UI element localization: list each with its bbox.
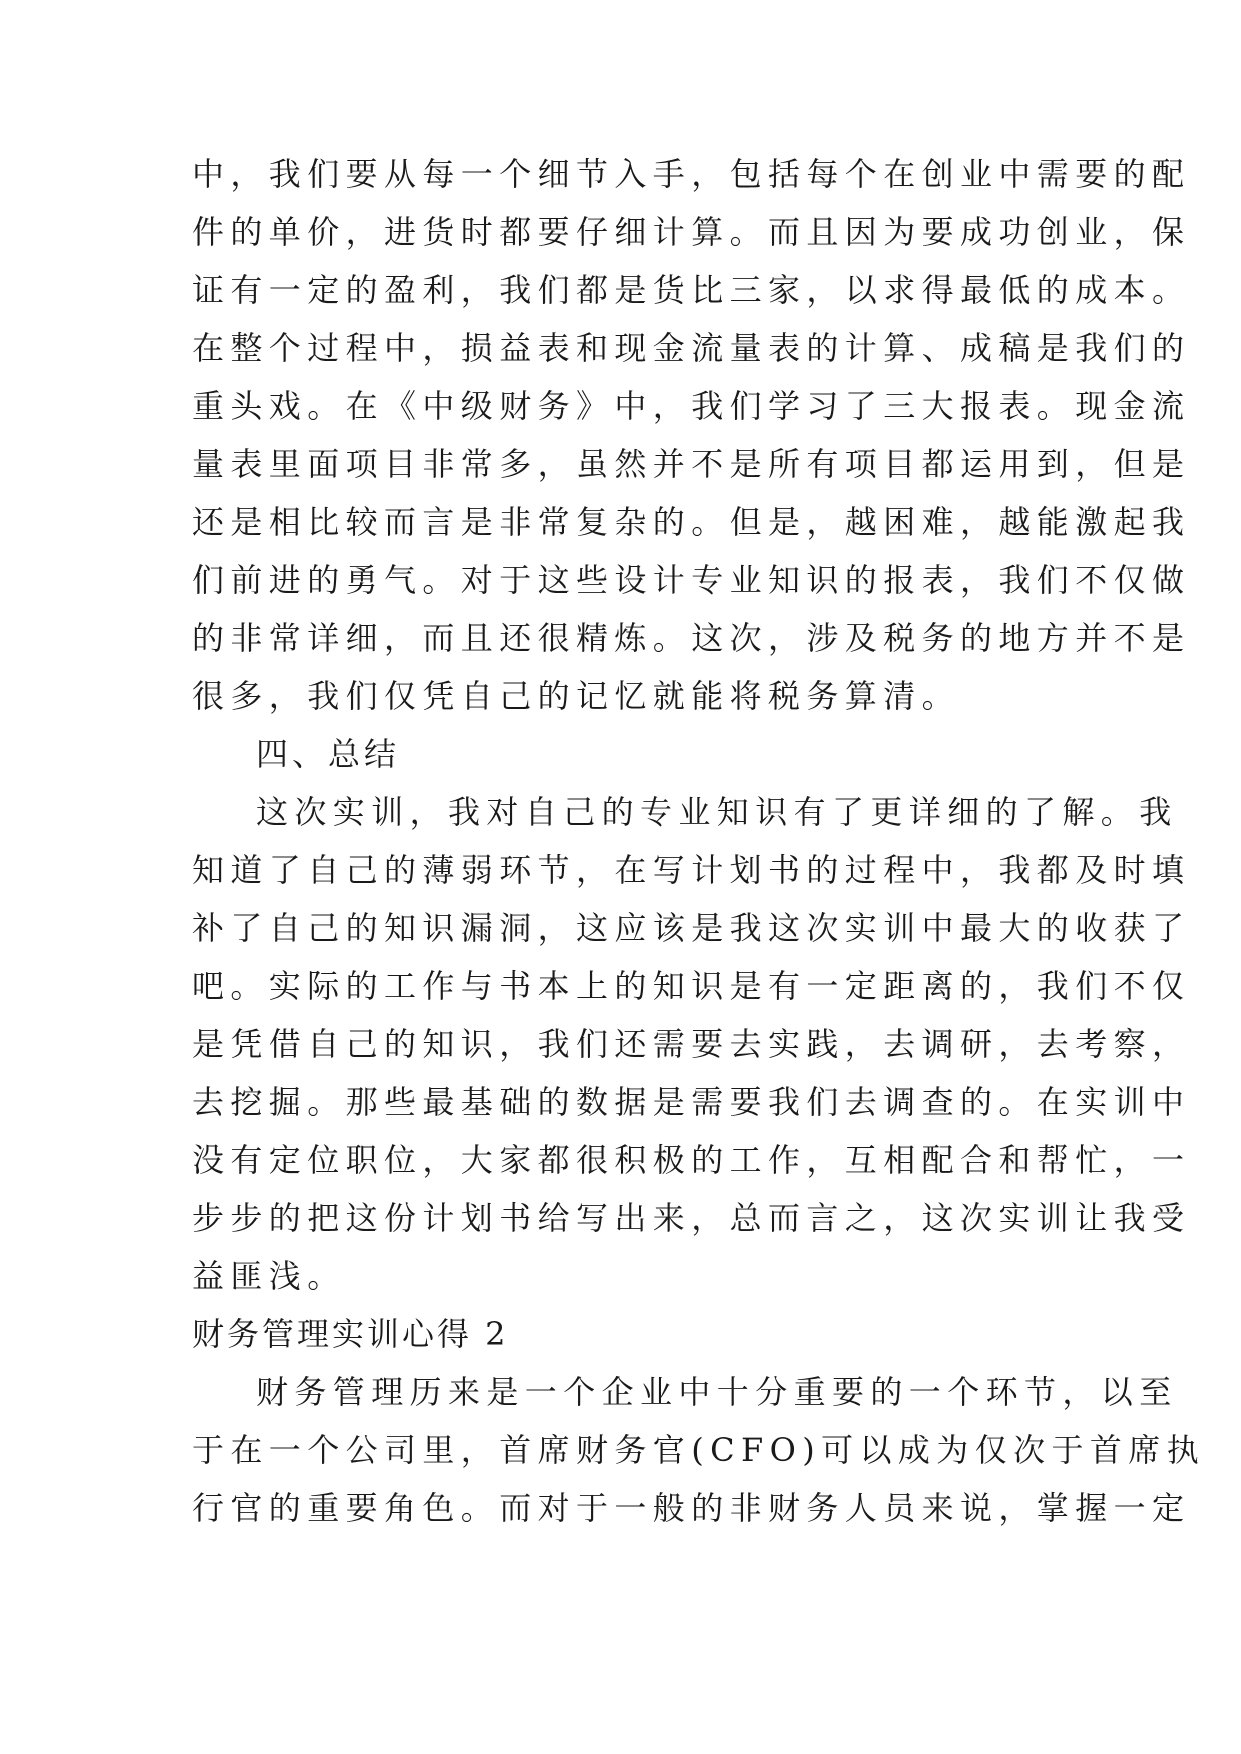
paragraph-line: 这次实训，我对自己的专业知识有了更详细的了解。我 (256, 793, 1178, 831)
paragraph-line: 的非常详细，而且还很精炼。这次，涉及税务的地方并不是 (192, 619, 1191, 657)
paragraph-line: 没有定位职位，大家都很积极的工作，互相配合和帮忙，一 (192, 1141, 1191, 1179)
paragraph-line: 行官的重要角色。而对于一般的非财务人员来说，掌握一定 (192, 1489, 1191, 1527)
paragraph-line: 财务管理历来是一个企业中十分重要的一个环节，以至 (256, 1373, 1178, 1411)
paragraph-line: 件的单价，进货时都要仔细计算。而且因为要成功创业，保 (192, 213, 1191, 251)
paragraph-line: 于在一个公司里，首席财务官(CFO)可以成为仅次于首席执 (192, 1431, 1206, 1469)
paragraph-line: 重头戏。在《中级财务》中，我们学习了三大报表。现金流 (192, 387, 1191, 425)
paragraph-line: 知道了自己的薄弱环节，在写计划书的过程中，我都及时填 (192, 851, 1191, 889)
paragraph-line: 量表里面项目非常多，虽然并不是所有项目都运用到，但是 (192, 445, 1191, 483)
section-heading: 四、总结 (256, 735, 401, 773)
paragraph-line: 证有一定的盈利，我们都是货比三家，以求得最低的成本。 (192, 271, 1191, 309)
paragraph-line: 是凭借自己的知识，我们还需要去实践，去调研，去考察， (192, 1025, 1191, 1063)
paragraph-line: 去挖掘。那些最基础的数据是需要我们去调查的。在实训中 (192, 1083, 1191, 1121)
paragraph-line: 吧。实际的工作与书本上的知识是有一定距离的，我们不仅 (192, 967, 1191, 1005)
paragraph-line: 中，我们要从每一个细节入手，包括每个在创业中需要的配 (192, 155, 1191, 193)
paragraph-line: 在整个过程中，损益表和现金流量表的计算、成稿是我们的 (192, 329, 1191, 367)
paragraph-line: 补了自己的知识漏洞，这应该是我这次实训中最大的收获了 (192, 909, 1191, 947)
paragraph-line: 益匪浅。 (192, 1257, 346, 1295)
paragraph-line: 们前进的勇气。对于这些设计专业知识的报表，我们不仅做 (192, 561, 1191, 599)
paragraph-line: 步步的把这份计划书给写出来，总而言之，这次实训让我受 (192, 1199, 1191, 1237)
paragraph-line: 很多，我们仅凭自己的记忆就能将税务算清。 (192, 677, 961, 715)
document-title: 财务管理实训心得 2 (192, 1315, 509, 1353)
paragraph-line: 还是相比较而言是非常复杂的。但是，越困难，越能激起我 (192, 503, 1191, 541)
